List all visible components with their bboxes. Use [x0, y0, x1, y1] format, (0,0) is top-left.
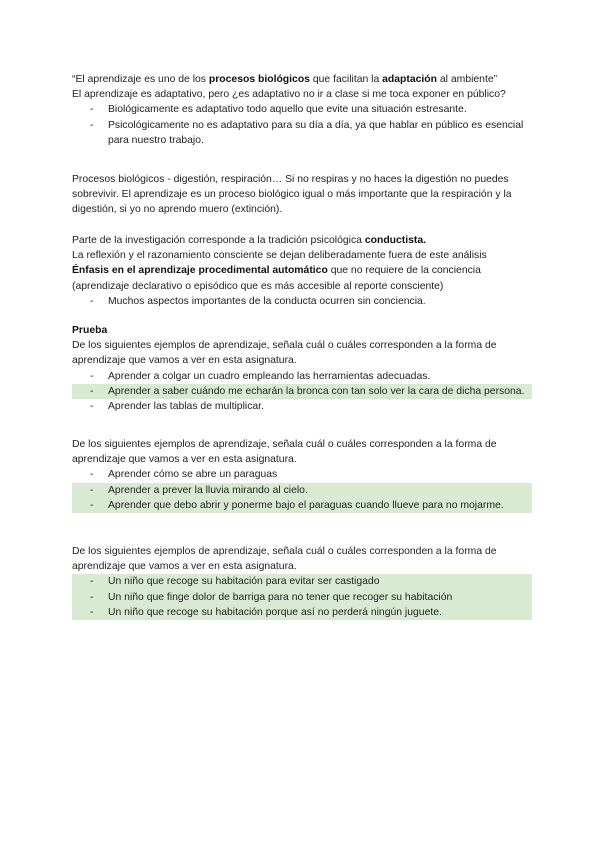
procesos-paragraph: Procesos biológicos - digestión, respiración… Si no respiras y no haces la digestión no puedes sobrevivir. El aprendizaje es un proceso biológico igual o más importante que la respiración y la digestión, si yo no aprendo muero (extinción). — [72, 174, 512, 216]
conductista-text: Parte de la investigación corresponde a la tradición psicológica — [72, 235, 365, 246]
option-text: Un niño que recoge su habitación porque así no perderá ningún juguete. — [108, 606, 442, 618]
option-item-highlighted — [72, 498, 532, 513]
section-conductista — [72, 233, 532, 309]
bullet-dash: - — [90, 119, 94, 131]
question-paragraph: El aprendizaje es adaptativo, pero ¿es adaptativo no ir a clase si me toca exponer en público? — [72, 89, 506, 101]
quote-bold-procesos: procesos biológicos — [208, 74, 310, 85]
quote-bold-adaptacion: adaptación — [382, 74, 438, 85]
option-text: Aprender cómo se abre un paraguas — [108, 469, 278, 481]
prueba-title-text: Prueba — [72, 325, 108, 336]
option-text: Un niño que recoge su habitación para evitar ser castigado — [108, 576, 380, 588]
bullet-dash: - — [90, 576, 94, 588]
reflexion-paragraph: La reflexión y el razonamiento consciente se dejan deliberadamente fuera de este análisis — [72, 250, 487, 262]
conductista-paragraph — [72, 233, 532, 248]
bullet-dash: - — [90, 469, 94, 481]
option-item-highlighted — [72, 384, 532, 399]
list-item — [72, 294, 532, 309]
question-1-options — [72, 369, 532, 415]
question-1-text: De los siguientes ejemplos de aprendizaje, señala cuál o cuáles corresponden a la forma de aprendizaje que vamos a ver en esta asignatura. — [72, 340, 497, 367]
quote-text-mid: que facilitan la — [309, 74, 383, 85]
enfasis-text: que no requiere de la conciencia (aprendizaje declarativo o episódico que es más accesible al reporte consciente) — [72, 265, 481, 292]
bullet-dash: - — [90, 295, 94, 307]
bullet-dash: - — [90, 591, 94, 603]
conductista-bold: conductista. — [364, 235, 427, 246]
bullet-list — [72, 294, 532, 309]
question-2-options — [72, 467, 532, 513]
section-adaptacion — [72, 72, 532, 148]
option-text: Un niño que finge dolor de barriga para no tener que recoger su habitación — [108, 591, 453, 603]
option-text: Aprender las tablas de multiplicar. — [108, 401, 264, 413]
list-item-text: Psicológicamente no es adaptativo para su día a día, ya que hablar en público es esencial para nuestro trabajo. — [108, 119, 524, 146]
enfasis-bold: Énfasis en el aprendizaje procedimental automático — [72, 265, 328, 277]
option-item-highlighted — [72, 605, 532, 620]
option-item — [72, 467, 532, 482]
question-2 — [72, 437, 532, 513]
list-item — [72, 102, 532, 117]
list-item-text: Muchos aspectos importantes de la conducta ocurren sin conciencia. — [108, 295, 426, 307]
bullet-dash: - — [90, 385, 94, 397]
question-3 — [72, 544, 532, 620]
list-item-text: Biológicamente es adaptativo todo aquello que evite una situación estresante. — [108, 104, 467, 116]
bullet-dash: - — [90, 606, 94, 618]
enfasis-paragraph — [72, 263, 532, 293]
bullet-dash: - — [90, 370, 94, 382]
bullet-dash: - — [90, 484, 94, 496]
bullet-dash: - — [90, 499, 94, 511]
option-text: Aprender a prever la lluvia mirando al cielo. — [108, 484, 308, 496]
option-text: Aprender que debo abrir y ponerme bajo el paraguas cuando llueve para no mojarme. — [108, 499, 504, 511]
option-item — [72, 399, 532, 414]
prueba-title — [72, 323, 532, 338]
section-procesos — [72, 172, 532, 218]
option-item — [72, 369, 532, 384]
question-3-options — [72, 574, 532, 620]
bullet-list — [72, 102, 532, 148]
question-3-text: De los siguientes ejemplos de aprendizaje, señala cuál o cuáles corresponden a la forma de aprendizaje que vamos a ver en esta asignatura. — [72, 546, 497, 573]
question-2-text: De los siguientes ejemplos de aprendizaje, señala cuál o cuáles corresponden a la forma de aprendizaje que vamos a ver en esta asignatura. — [72, 439, 497, 466]
quote-text-end: al ambiente” — [437, 74, 498, 85]
option-item-highlighted — [72, 483, 532, 498]
option-text: Aprender a saber cuándo me echarán la bronca con tan solo ver la cara de dicha persona. — [108, 385, 525, 397]
quote-text-start: “El aprendizaje es uno de los — [72, 74, 209, 85]
quote-paragraph — [72, 72, 532, 87]
bullet-dash: - — [90, 401, 94, 413]
section-prueba — [72, 323, 532, 414]
option-item-highlighted — [72, 574, 532, 589]
bullet-dash: - — [90, 104, 94, 116]
option-item-highlighted — [72, 590, 532, 605]
list-item — [72, 118, 532, 148]
option-text: Aprender a colgar un cuadro empleando las herramientas adecuadas. — [108, 370, 431, 382]
